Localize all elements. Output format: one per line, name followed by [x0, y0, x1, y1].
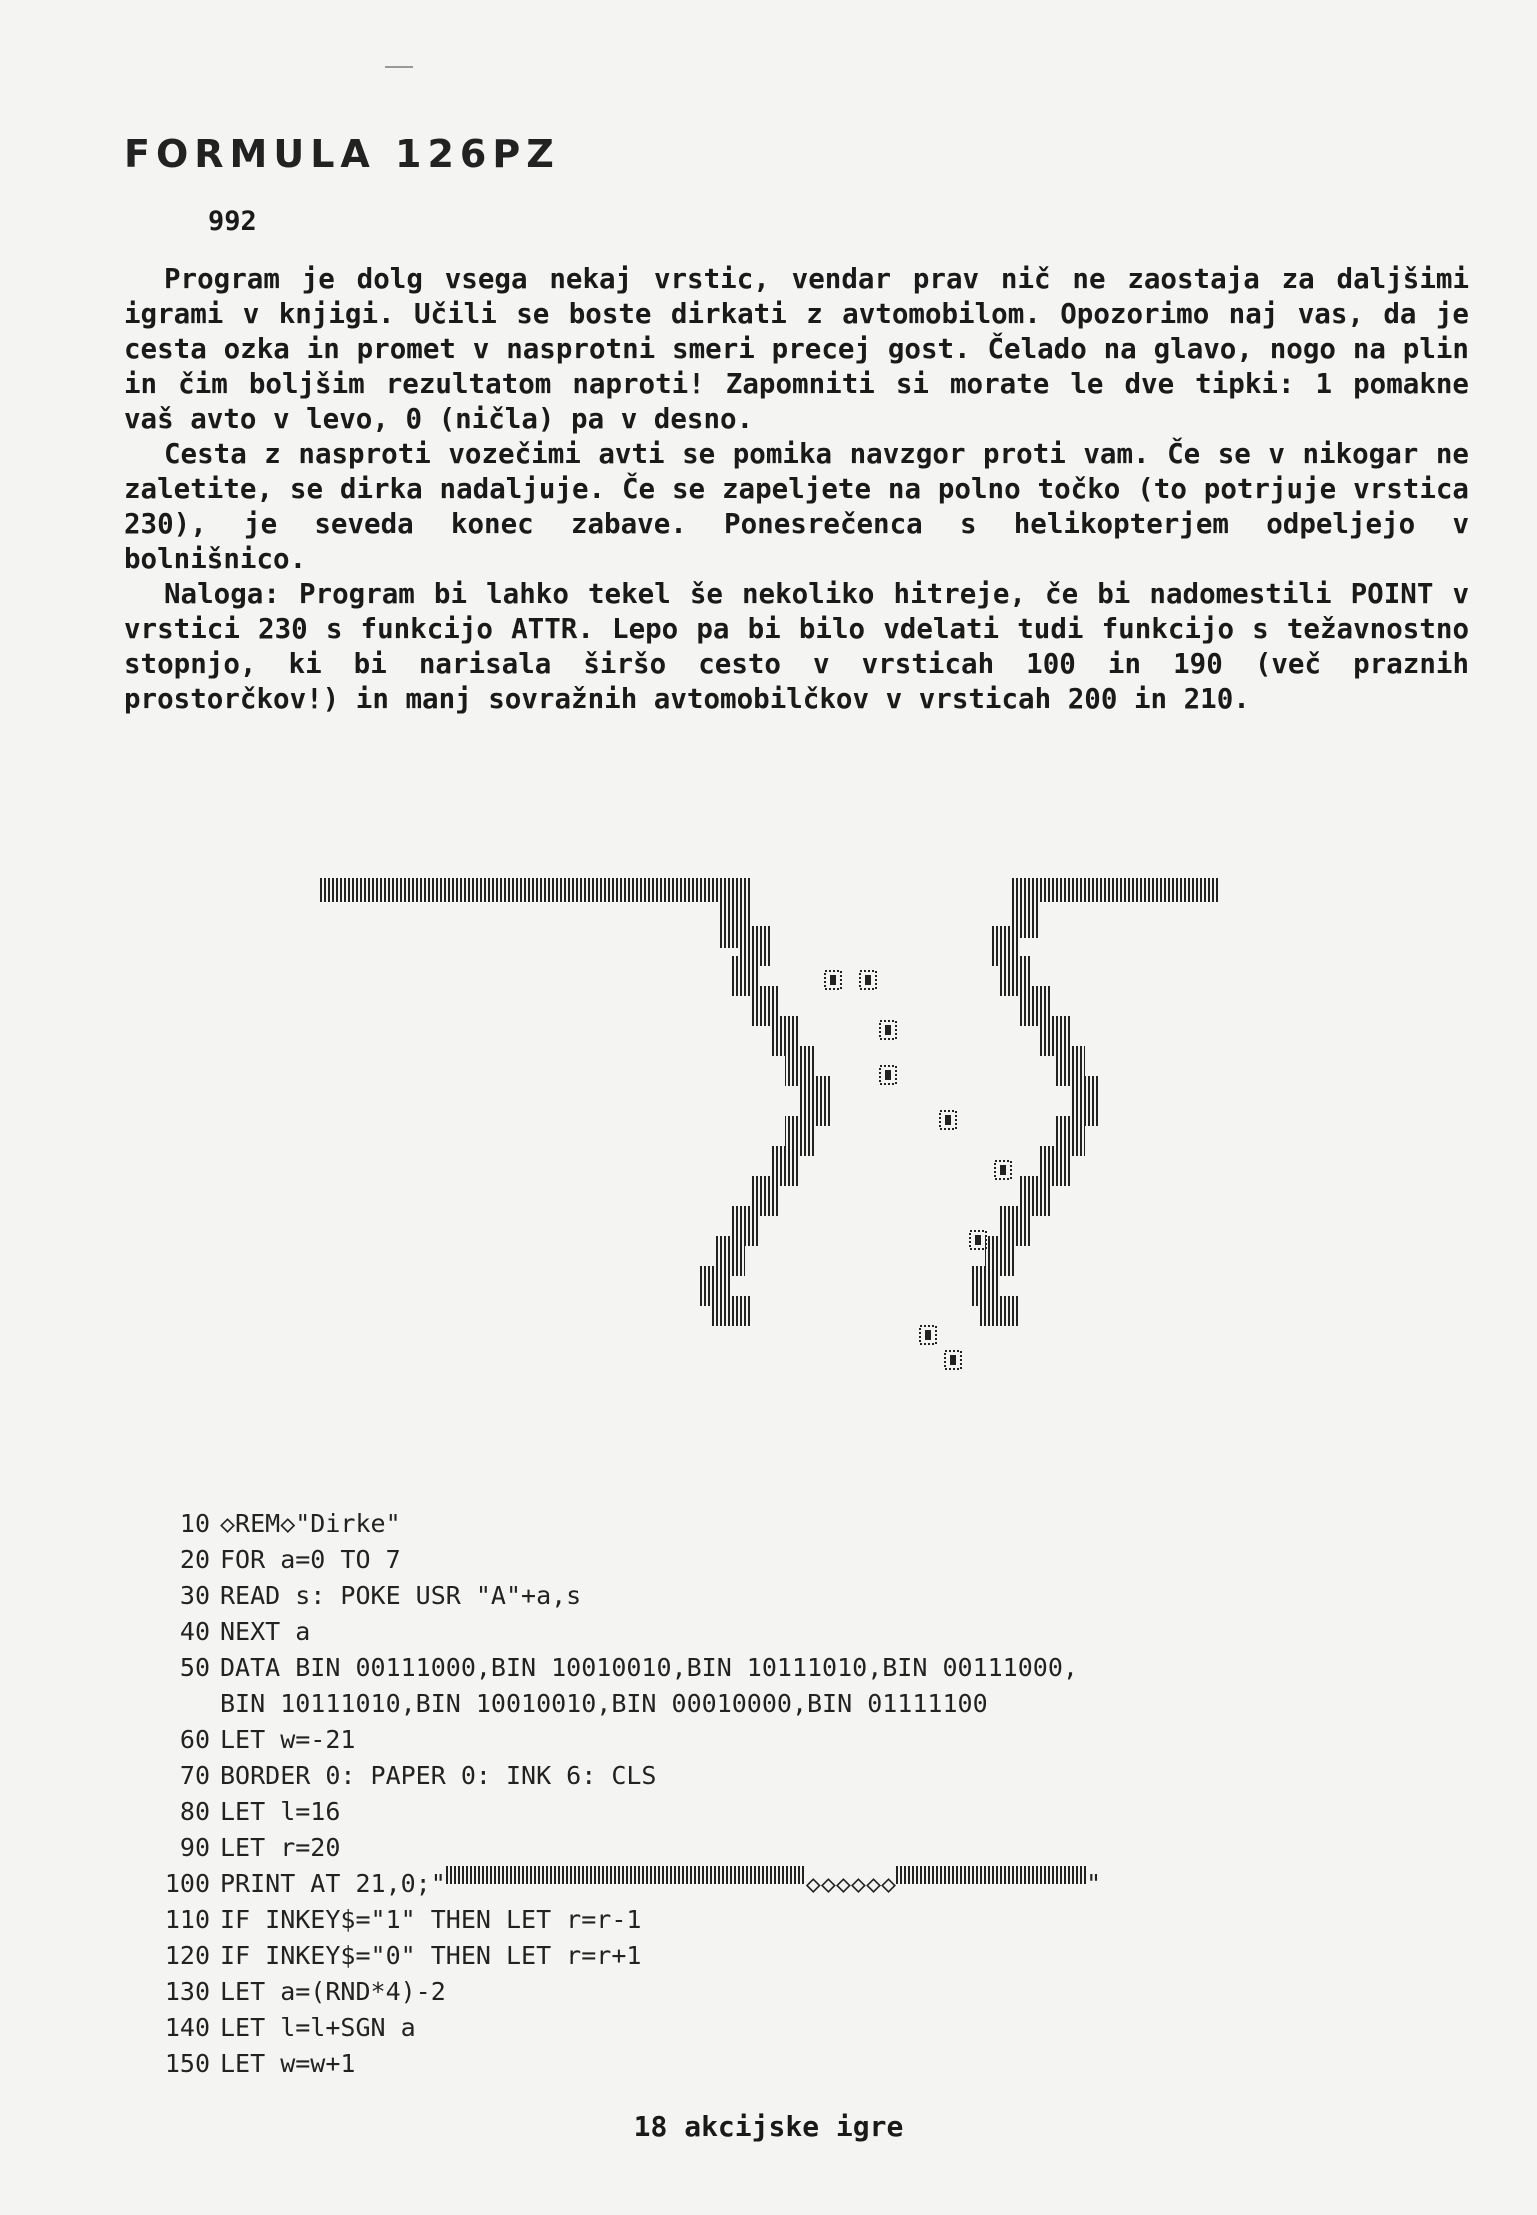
road-edge-left: [320, 878, 830, 1326]
car-sprite-icon: [825, 971, 841, 989]
graphic-block-chars: [446, 1866, 806, 1884]
page-footer: 18 akcijske igre: [633, 2110, 904, 2143]
graphic-dots: ◇◇◇◇◇◇: [805, 1869, 897, 1898]
code-line: 110 IF INKEY$="1" THEN LET r=r-1: [164, 1905, 642, 1934]
basic-listing: [128, 1506, 1101, 2082]
car-sprite-icon: [880, 1066, 896, 1084]
page-title: FORMULA 126PZ: [124, 132, 560, 176]
description-paragraph-1: Program je dolg vsega nekaj vrstic, vendar prav nič ne zaostaja za daljšimi igrami v knjigi. Učili se boste dirkati z avtomobilom. Opozorimo naj vas, da je cesta ozka in promet v nasprotni smeri precej gost. Čelado na glavo, nogo na plin in čim boljšim rezultatom naproti! Zapomniti si morate le dve tipki: 1 pomakne vaš avto v levo, 0 (ničla) pa v desno.: [124, 263, 1469, 435]
description-paragraph-3: Naloga: Program bi lahko tekel še nekoliko hitreje, če bi nadomestili POINT v vrstici 230 s funkcijo ATTR. Lepo pa bi bilo vdelati tudi funkcijo s težavnostno stopnjo, ki bi narisala širšo cesto v vrsticah 100 in 190 (več praznih prostorčkov!) in manj sovražnih avtomobilčkov v vrsticah 200 in 210.: [124, 578, 1469, 715]
code-line: 130 LET a=(RND*4)-2: [164, 1977, 446, 2006]
car-sprite-icon: [995, 1161, 1011, 1179]
code-line: 150 LET w=w+1: [164, 2049, 356, 2078]
road-edge-right: [970, 878, 1220, 1326]
description-paragraph-2: Cesta z nasproti vozečimi avti se pomika navzgor proti vam. Če se v nikogar ne zaletite, se dirka nadaljuje. Če se zapeljete na polno točko (to potrjuje vrstica 230), je seveda konec zabave. Ponesrečenca s helikopterjem odpeljejo v bolnišnico.: [124, 438, 1469, 575]
code-line: 100 PRINT AT 21,0;" ◇◇◇◇◇◇ ": [128, 1866, 1101, 1902]
code-line: 50 DATA BIN 00111000,BIN 10010010,BIN 10111010,BIN 00111000,: [179, 1653, 1078, 1682]
code-line: 80 LET l=16: [179, 1797, 341, 1826]
description: [124, 262, 1469, 717]
page-mark: [385, 66, 413, 68]
car-sprite-icon: [970, 1231, 986, 1249]
code-line: 60 LET w=-21: [179, 1725, 356, 1754]
code-line: 120 IF INKEY$="0" THEN LET r=r+1: [164, 1941, 642, 1970]
code-line: 140 LET l=l+SGN a: [164, 2013, 416, 2042]
car-sprite-icon: [940, 1111, 956, 1129]
graphic-block-chars: [896, 1866, 1086, 1884]
car-sprite-icon: [860, 971, 876, 989]
code-line: 70 BORDER 0: PAPER 0: INK 6: CLS: [179, 1761, 657, 1790]
car-sprite-icon: [880, 1021, 896, 1039]
code-line: BIN 10111010,BIN 10010010,BIN 00010000,BIN 01111100: [220, 1689, 988, 1718]
code-line: 40 NEXT a: [179, 1617, 311, 1646]
car-sprite-icon: [945, 1351, 961, 1369]
code-line: 90 LET r=20: [179, 1833, 341, 1862]
code-line: 20 FOR a=0 TO 7: [179, 1545, 401, 1574]
code-line: 10 ◇REM◇"Dirke": [179, 1509, 401, 1538]
code-line: 30 READ s: POKE USR "A"+a,s: [179, 1581, 582, 1610]
car-sprite-icon: [920, 1326, 936, 1344]
game-screen-illustration: [320, 876, 1220, 1376]
program-number: 992: [208, 206, 257, 237]
